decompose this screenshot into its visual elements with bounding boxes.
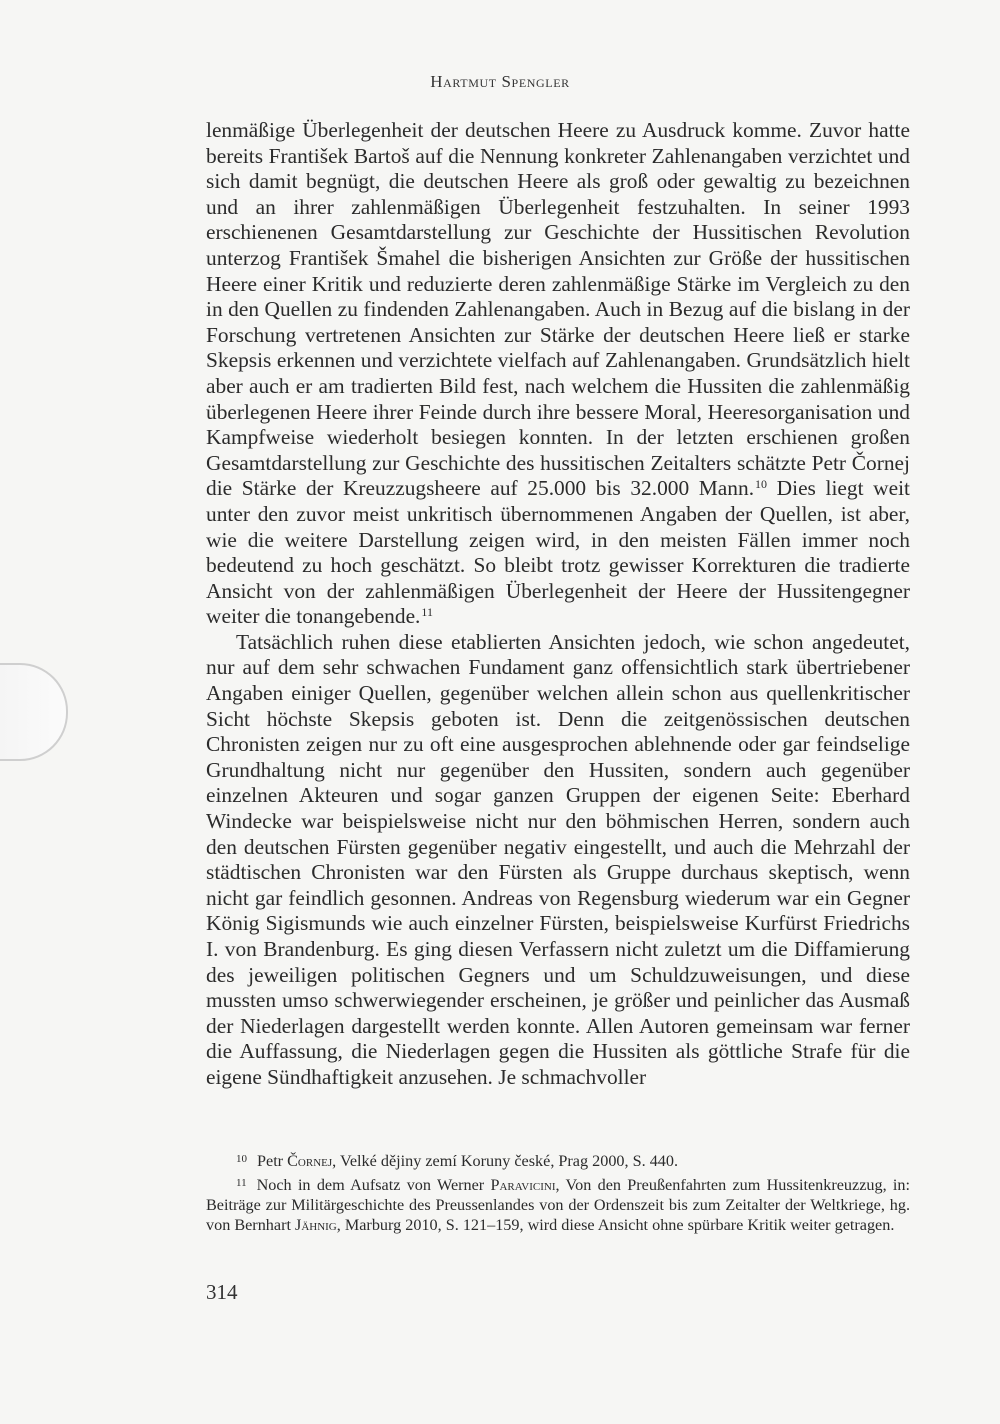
- main-text: [206, 118, 910, 1091]
- footnotes: [206, 1149, 910, 1237]
- author-name: Čornej: [287, 1152, 333, 1170]
- footnote: [206, 1149, 910, 1171]
- footnote-text: , Velké dějiny zemí Koruny české, Prag 2000, S. 440.: [332, 1152, 679, 1170]
- paragraph-text: Dies liegt weit unter den zuvor meist unkritisch übernommenen Angaben der Quellen, ist aber, wie die weitere Darstellung zeigen wird, in den meisten Fällen immer noch bedeutend zu hoch geschätzt. So bleibt trotz gewisser Korrekturen die tradierte Ansicht von der zahlenmäßigen Überlegenheit der Heere der Hussitengegner weiter die tonangebende.: [206, 476, 910, 629]
- footnote: [206, 1173, 910, 1235]
- footnote-number: 10: [236, 1153, 247, 1165]
- footnote-reference[interactable]: 11: [421, 605, 433, 620]
- running-head: Hartmut Spengler: [430, 72, 570, 91]
- paragraph: [206, 118, 910, 630]
- footnote-text: , Von den Preußenfahrten zum Hussitenkreuzzug, in: Beiträge zur Militärgeschichte des Preussenlandes von der Ordenszeit bis zum Zeitalter der Weltkriege, hg. von Bernhart: [206, 1176, 910, 1234]
- paragraph-text: lenmäßige Überlegenheit der deutschen Heere zu Ausdruck komme. Zuvor hatte bereits František Bartoš auf die Nennung konkreter Zahlenangaben verzichtet und sich damit begnügt, die deutschen Heere als groß oder gewaltig zu bezeichnen und an ihrer zahlenmäßigen Überlegenheit festzuhalten. In seiner 1993 erschienenen Gesamtdarstellung zur Geschichte der Hussitischen Revolution unterzog František Šmahel die bisherigen Ansichten zur Größe der hussitischen Heere einer Kritik und reduzierte deren zahlenmäßige Stärke im Vergleich zu den in den Quellen zu findenden Zahlenangaben. Auch in Bezug auf die bislang in der Forschung vertretenen Ansichten zur Stärke der deutschen Heere ließ er starke Skepsis erkennen und verzichtete vielfach auf Zahlenangaben. Grundsätzlich hielt aber auch er am tradierten Bild fest, nach welchem die Hussiten die zahlenmäßig überlegenen Heere ihrer Feinde durch ihre bessere Moral, Heeresorganisation und Kampfweise wiederholt besiegen konnten. In der letzten erschienen großen Gesamtdarstellung zur Geschichte des hussitischen Zeitalters schätzte Petr Čornej die Stärke der Kreuzzugsheere auf 25.000 bis 32.000 Mann.: [206, 118, 910, 501]
- page-number: 314: [206, 1280, 238, 1304]
- paragraph: [206, 630, 910, 1091]
- footnote-number: 11: [236, 1177, 247, 1189]
- author-name: Jähnig: [295, 1216, 337, 1234]
- footnote-text: Noch in dem Aufsatz von Werner: [256, 1176, 491, 1194]
- footnote-reference[interactable]: 10: [755, 477, 768, 492]
- paper-clip-mark: [0, 663, 68, 761]
- paragraph-text: Tatsächlich ruhen diese etablierten Ansichten jedoch, wie schon angedeutet, nur auf dem sehr schwachen Fundament ganz offensichtlich stark übertriebener Angaben einiger Quellen, gegenüber welchen allein schon aus quellenkritischer Sicht höchste Skepsis geboten ist. Denn die zeitgenössischen deutschen Chronisten zeigen nur zu oft eine ausgesprochen ablehnende oder gar feindselige Grundhaltung nicht nur gegenüber den Hussiten, sondern auch gegenüber einzelnen Akteuren und sogar ganzen Gruppen der eigenen Seite: Eberhard Windecke war beispielsweise nicht nur den böhmischen Herren, sondern auch den deutschen Fürsten gegenüber negativ eingestellt, und auch die Mehrzahl der städtischen Chronisten war den Fürsten als Gruppe durchaus skeptisch, wenn nicht gar feindlich gesonnen. Andreas von Regensburg wiederum war ein Gegner König Sigismunds wie auch einzelner Fürsten, beispielsweise Kurfürst Friedrichs I. von Brandenburg. Es ging diesen Verfassern nicht zuletzt um die Diffamierung des jeweiligen politischen Gegners und um Schuldzuweisungen, und diese mussten umso schwerwiegender erscheinen, je größer und peinlicher das Ausmaß der Niederlagen dargestellt werden konnte. Allen Autoren gemeinsam war ferner die Auffassung, die Niederlagen gegen die Hussiten als göttliche Strafe für die eigene Sündhaftigkeit anzusehen. Je schmachvoller: [206, 629, 910, 1089]
- footnote-text: Petr: [257, 1152, 288, 1170]
- footnote-text: , Marburg 2010, S. 121–159, wird diese Ansicht ohne spürbare Kritik weiter getragen.: [336, 1216, 895, 1234]
- author-name: Paravicini: [490, 1176, 556, 1194]
